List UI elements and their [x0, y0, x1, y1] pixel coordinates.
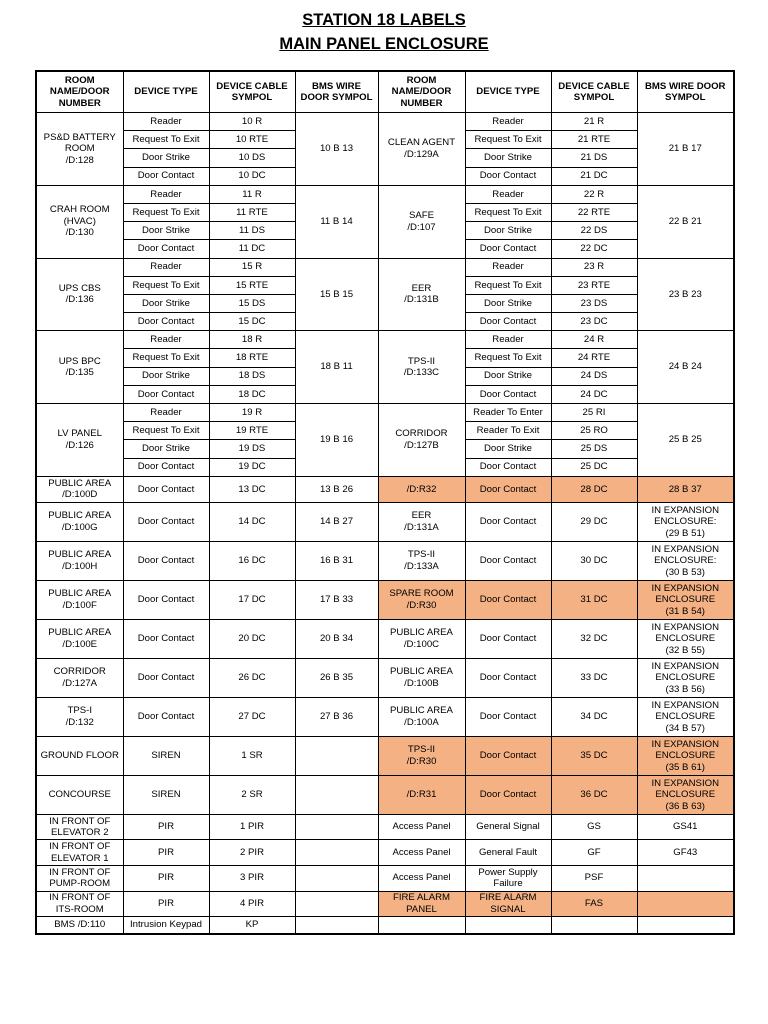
cable-symbol-cell: GS [551, 814, 637, 840]
cable-symbol-cell: 1 PIR [209, 814, 295, 840]
device-type-cell: Door Contact [465, 619, 551, 658]
room-cell: PUBLIC AREA /D:100G [36, 502, 123, 541]
cable-symbol-cell: 24 DC [551, 385, 637, 403]
device-type-cell: Request To Exit [123, 349, 209, 367]
table-row [36, 697, 734, 736]
cable-symbol-cell: 24 R [551, 331, 637, 349]
room-cell: EER /D:131B [378, 258, 465, 331]
room-cell: PUBLIC AREA /D:100H [36, 541, 123, 580]
device-type-cell: Intrusion Keypad [123, 917, 209, 935]
device-type-cell: Door Contact [465, 658, 551, 697]
cable-symbol-cell: 35 DC [551, 736, 637, 775]
header-cell: DEVICE TYPE [123, 71, 209, 113]
room-cell: Access Panel [378, 814, 465, 840]
cable-symbol-cell: 21 DS [551, 149, 637, 167]
table-row [36, 113, 734, 131]
device-type-cell: PIR [123, 891, 209, 917]
cable-symbol-cell: 11 DS [209, 222, 295, 240]
room-cell: IN FRONT OF PUMP-ROOM [36, 865, 123, 891]
cable-symbol-cell: 11 R [209, 185, 295, 203]
cable-symbol-cell: 22 RTE [551, 203, 637, 221]
room-cell: CORRIDOR /D:127A [36, 658, 123, 697]
bms-symbol-cell [295, 891, 378, 917]
device-type-cell: Door Contact [465, 502, 551, 541]
table-row [36, 891, 734, 917]
bms-symbol-cell [637, 865, 734, 891]
device-type-cell: Request To Exit [465, 276, 551, 294]
device-type-cell: Door Strike [465, 294, 551, 312]
room-cell: Access Panel [378, 865, 465, 891]
header-cell: BMS WIRE DOOR SYMPOL [637, 71, 734, 113]
bms-symbol-cell [295, 840, 378, 866]
device-type-cell: Request To Exit [123, 422, 209, 440]
cable-symbol-cell: 18 DC [209, 385, 295, 403]
bms-symbol-cell: 24 B 24 [637, 331, 734, 404]
bms-symbol-cell: 20 B 34 [295, 619, 378, 658]
cable-symbol-cell: 17 DC [209, 580, 295, 619]
bms-symbol-cell: 18 B 11 [295, 331, 378, 404]
device-type-cell: Door Contact [465, 167, 551, 185]
cable-symbol-cell: 15 R [209, 258, 295, 276]
cable-symbol-cell: 15 DC [209, 313, 295, 331]
device-type-cell: Door Contact [123, 385, 209, 403]
room-cell: IN FRONT OF ITS-ROOM [36, 891, 123, 917]
bms-symbol-cell: 17 B 33 [295, 580, 378, 619]
table-row [36, 619, 734, 658]
bms-symbol-cell: GF43 [637, 840, 734, 866]
cable-symbol-cell: 28 DC [551, 476, 637, 502]
bms-symbol-cell: 21 B 17 [637, 113, 734, 186]
document-title: STATION 18 LABELS [302, 11, 466, 29]
room-cell: IN FRONT OF ELEVATOR 2 [36, 814, 123, 840]
device-type-cell: Door Strike [123, 440, 209, 458]
cable-symbol-cell: FAS [551, 891, 637, 917]
cable-symbol-cell: 15 RTE [209, 276, 295, 294]
cable-symbol-cell: 11 RTE [209, 203, 295, 221]
cable-symbol-cell: 27 DC [209, 697, 295, 736]
device-type-cell: General Fault [465, 840, 551, 866]
room-cell: CLEAN AGENT /D:129A [378, 113, 465, 186]
cable-symbol-cell: 26 DC [209, 658, 295, 697]
device-type-cell: Door Contact [465, 240, 551, 258]
header-cell: ROOM NAME/DOOR NUMBER [378, 71, 465, 113]
bms-symbol-cell: 11 B 14 [295, 185, 378, 258]
cable-symbol-cell: 2 SR [209, 775, 295, 814]
device-type-cell: Reader [123, 331, 209, 349]
document-header [0, 8, 768, 56]
device-type-cell: Door Contact [123, 658, 209, 697]
bms-symbol-cell [295, 775, 378, 814]
cable-symbol-cell: 21 RTE [551, 131, 637, 149]
cable-symbol-cell: 29 DC [551, 502, 637, 541]
room-cell: PUBLIC AREA /D:100B [378, 658, 465, 697]
device-type-cell: Door Strike [465, 222, 551, 240]
cable-symbol-cell: 25 DC [551, 458, 637, 476]
bms-symbol-cell: IN EXPANSION ENCLOSURE: (30 B 53) [637, 541, 734, 580]
cable-symbol-cell: 18 DS [209, 367, 295, 385]
room-cell: TPS-II /D:133C [378, 331, 465, 404]
device-type-cell: Request To Exit [123, 276, 209, 294]
bms-symbol-cell [295, 814, 378, 840]
device-type-cell: Door Contact [465, 775, 551, 814]
header-cell: ROOM NAME/DOOR NUMBER [36, 71, 123, 113]
room-cell: Access Panel [378, 840, 465, 866]
device-type-cell: Door Strike [123, 149, 209, 167]
device-type-cell: General Signal [465, 814, 551, 840]
header-cell: DEVICE CABLE SYMPOL [209, 71, 295, 113]
room-cell: PUBLIC AREA /D:100C [378, 619, 465, 658]
device-type-cell: Reader To Enter [465, 404, 551, 422]
device-type-cell: Door Contact [123, 167, 209, 185]
device-type-cell: Door Strike [465, 367, 551, 385]
device-type-cell: SIREN [123, 775, 209, 814]
room-cell: LV PANEL /D:126 [36, 404, 123, 477]
device-type-cell: PIR [123, 814, 209, 840]
room-cell: CORRIDOR /D:127B [378, 404, 465, 477]
cable-symbol-cell: 15 DS [209, 294, 295, 312]
room-cell: PUBLIC AREA /D:100E [36, 619, 123, 658]
room-cell: BMS /D:110 [36, 917, 123, 935]
cable-symbol-cell: 25 RO [551, 422, 637, 440]
device-type-cell: Door Contact [123, 502, 209, 541]
room-cell: PS&D BATTERY ROOM /D:128 [36, 113, 123, 186]
table-row [36, 541, 734, 580]
cable-symbol-cell: 25 DS [551, 440, 637, 458]
cable-symbol-cell: 22 DS [551, 222, 637, 240]
device-type-cell: Reader [123, 185, 209, 203]
cable-symbol-cell: 24 DS [551, 367, 637, 385]
cable-symbol-cell: 30 DC [551, 541, 637, 580]
device-type-cell: SIREN [123, 736, 209, 775]
bms-symbol-cell: IN EXPANSION ENCLOSURE (33 B 56) [637, 658, 734, 697]
table-row [36, 865, 734, 891]
cable-symbol-cell: GF [551, 840, 637, 866]
device-type-cell: Door Contact [123, 541, 209, 580]
cable-symbol-cell: 24 RTE [551, 349, 637, 367]
bms-symbol-cell: IN EXPANSION ENCLOSURE (31 B 54) [637, 580, 734, 619]
device-type-cell: PIR [123, 865, 209, 891]
device-type-cell: Request To Exit [123, 131, 209, 149]
device-type-cell: Door Contact [123, 619, 209, 658]
cable-symbol-cell: 23 DC [551, 313, 637, 331]
cable-symbol-cell: 10 R [209, 113, 295, 131]
room-cell: TPS-I /D:132 [36, 697, 123, 736]
table-row [36, 775, 734, 814]
bms-symbol-cell [637, 917, 734, 935]
cable-symbol-cell: 36 DC [551, 775, 637, 814]
table-row [36, 476, 734, 502]
device-type-cell: Door Contact [465, 580, 551, 619]
room-cell: IN FRONT OF ELEVATOR 1 [36, 840, 123, 866]
cable-symbol-cell: 10 DS [209, 149, 295, 167]
device-type-cell: Request To Exit [465, 203, 551, 221]
table-row [36, 658, 734, 697]
room-cell: FIRE ALARM PANEL [378, 891, 465, 917]
device-type-cell: Request To Exit [465, 131, 551, 149]
device-type-cell: Door Contact [123, 240, 209, 258]
cable-symbol-cell: 23 RTE [551, 276, 637, 294]
bms-symbol-cell [295, 865, 378, 891]
room-cell: EER /D:131A [378, 502, 465, 541]
bms-symbol-cell: GS41 [637, 814, 734, 840]
device-type-cell: Door Strike [465, 149, 551, 167]
cable-symbol-cell: 19 RTE [209, 422, 295, 440]
labels-table [35, 70, 735, 935]
cable-symbol-cell: 18 RTE [209, 349, 295, 367]
device-type-cell: Reader [465, 331, 551, 349]
device-type-cell: Door Contact [465, 458, 551, 476]
bms-symbol-cell: 28 B 37 [637, 476, 734, 502]
device-type-cell: Door Strike [465, 440, 551, 458]
room-cell: PUBLIC AREA /D:100A [378, 697, 465, 736]
bms-symbol-cell: IN EXPANSION ENCLOSURE (32 B 55) [637, 619, 734, 658]
table-row [36, 580, 734, 619]
cable-symbol-cell: KP [209, 917, 295, 935]
room-cell: CRAH ROOM (HVAC) /D:130 [36, 185, 123, 258]
cable-symbol-cell: 10 RTE [209, 131, 295, 149]
device-type-cell: Door Contact [465, 476, 551, 502]
bms-symbol-cell: 26 B 35 [295, 658, 378, 697]
document-subtitle: MAIN PANEL ENCLOSURE [279, 35, 489, 53]
bms-symbol-cell: 22 B 21 [637, 185, 734, 258]
bms-symbol-cell: IN EXPANSION ENCLOSURE (34 B 57) [637, 697, 734, 736]
cable-symbol-cell: 21 R [551, 113, 637, 131]
table-row [36, 258, 734, 276]
room-cell: UPS CBS /D:136 [36, 258, 123, 331]
device-type-cell: Reader [123, 258, 209, 276]
table-row [36, 331, 734, 349]
cable-symbol-cell: 23 R [551, 258, 637, 276]
cable-symbol-cell: 4 PIR [209, 891, 295, 917]
table-row [36, 185, 734, 203]
cable-symbol-cell: 10 DC [209, 167, 295, 185]
device-type-cell: Reader [465, 185, 551, 203]
room-cell: GROUND FLOOR [36, 736, 123, 775]
device-type-cell: Power Supply Failure [465, 865, 551, 891]
cable-symbol-cell: 25 RI [551, 404, 637, 422]
device-type-cell: Door Contact [123, 697, 209, 736]
device-type-cell: Door Contact [465, 541, 551, 580]
room-cell: SAFE /D:107 [378, 185, 465, 258]
device-type-cell: Door Contact [465, 313, 551, 331]
bms-symbol-cell: 27 B 36 [295, 697, 378, 736]
device-type-cell: Reader [123, 404, 209, 422]
room-cell: TPS-II /D:R30 [378, 736, 465, 775]
table-row [36, 502, 734, 541]
cable-symbol-cell: 19 DS [209, 440, 295, 458]
device-type-cell: Reader [123, 113, 209, 131]
device-type-cell [465, 917, 551, 935]
cable-symbol-cell: 34 DC [551, 697, 637, 736]
bms-symbol-cell: IN EXPANSION ENCLOSURE (36 B 63) [637, 775, 734, 814]
cable-symbol-cell: 18 R [209, 331, 295, 349]
room-cell: UPS BPC /D:135 [36, 331, 123, 404]
device-type-cell: Reader [465, 113, 551, 131]
cable-symbol-cell: 16 DC [209, 541, 295, 580]
table-row [36, 917, 734, 935]
device-type-cell: Door Strike [123, 222, 209, 240]
table-body [36, 113, 734, 935]
cable-symbol-cell: 32 DC [551, 619, 637, 658]
bms-symbol-cell [637, 891, 734, 917]
room-cell: PUBLIC AREA /D:100F [36, 580, 123, 619]
bms-symbol-cell: 15 B 15 [295, 258, 378, 331]
device-type-cell: Door Contact [123, 580, 209, 619]
table-row [36, 814, 734, 840]
cable-symbol-cell: 13 DC [209, 476, 295, 502]
cable-symbol-cell: 33 DC [551, 658, 637, 697]
cable-symbol-cell: 20 DC [209, 619, 295, 658]
bms-symbol-cell: IN EXPANSION ENCLOSURE: (29 B 51) [637, 502, 734, 541]
bms-symbol-cell: 19 B 16 [295, 404, 378, 477]
header-cell: BMS WIRE DOOR SYMPOL [295, 71, 378, 113]
device-type-cell: Door Contact [465, 736, 551, 775]
cable-symbol-cell: 14 DC [209, 502, 295, 541]
bms-symbol-cell: 16 B 31 [295, 541, 378, 580]
room-cell: SPARE ROOM /D:R30 [378, 580, 465, 619]
header-row [36, 71, 734, 113]
cable-symbol-cell: 21 DC [551, 167, 637, 185]
bms-symbol-cell: 10 B 13 [295, 113, 378, 186]
cable-symbol-cell: 22 R [551, 185, 637, 203]
room-cell [378, 917, 465, 935]
device-type-cell: Reader To Exit [465, 422, 551, 440]
room-cell: /D:R31 [378, 775, 465, 814]
room-cell: PUBLIC AREA /D:100D [36, 476, 123, 502]
cable-symbol-cell [551, 917, 637, 935]
bms-symbol-cell [295, 917, 378, 935]
device-type-cell: Door Contact [123, 476, 209, 502]
bms-symbol-cell: 23 B 23 [637, 258, 734, 331]
device-type-cell: FIRE ALARM SIGNAL [465, 891, 551, 917]
device-type-cell: PIR [123, 840, 209, 866]
table-row [36, 736, 734, 775]
room-cell: TPS-II /D:133A [378, 541, 465, 580]
device-type-cell: Door Contact [123, 458, 209, 476]
device-type-cell: Request To Exit [123, 203, 209, 221]
cable-symbol-cell: PSF [551, 865, 637, 891]
cable-symbol-cell: 2 PIR [209, 840, 295, 866]
bms-symbol-cell: IN EXPANSION ENCLOSURE (35 B 61) [637, 736, 734, 775]
bms-symbol-cell: 13 B 26 [295, 476, 378, 502]
device-type-cell: Door Strike [123, 367, 209, 385]
table-row [36, 840, 734, 866]
cable-symbol-cell: 19 DC [209, 458, 295, 476]
cable-symbol-cell: 1 SR [209, 736, 295, 775]
header-cell: DEVICE CABLE SYMPOL [551, 71, 637, 113]
device-type-cell: Door Strike [123, 294, 209, 312]
device-type-cell: Door Contact [465, 697, 551, 736]
room-cell: CONCOURSE [36, 775, 123, 814]
cable-symbol-cell: 23 DS [551, 294, 637, 312]
cable-symbol-cell: 31 DC [551, 580, 637, 619]
cable-symbol-cell: 3 PIR [209, 865, 295, 891]
device-type-cell: Door Contact [465, 385, 551, 403]
device-type-cell: Request To Exit [465, 349, 551, 367]
cable-symbol-cell: 22 DC [551, 240, 637, 258]
cable-symbol-cell: 11 DC [209, 240, 295, 258]
header-cell: DEVICE TYPE [465, 71, 551, 113]
bms-symbol-cell [295, 736, 378, 775]
device-type-cell: Door Contact [123, 313, 209, 331]
table-row [36, 404, 734, 422]
cable-symbol-cell: 19 R [209, 404, 295, 422]
device-type-cell: Reader [465, 258, 551, 276]
room-cell: /D:R32 [378, 476, 465, 502]
bms-symbol-cell: 14 B 27 [295, 502, 378, 541]
bms-symbol-cell: 25 B 25 [637, 404, 734, 477]
